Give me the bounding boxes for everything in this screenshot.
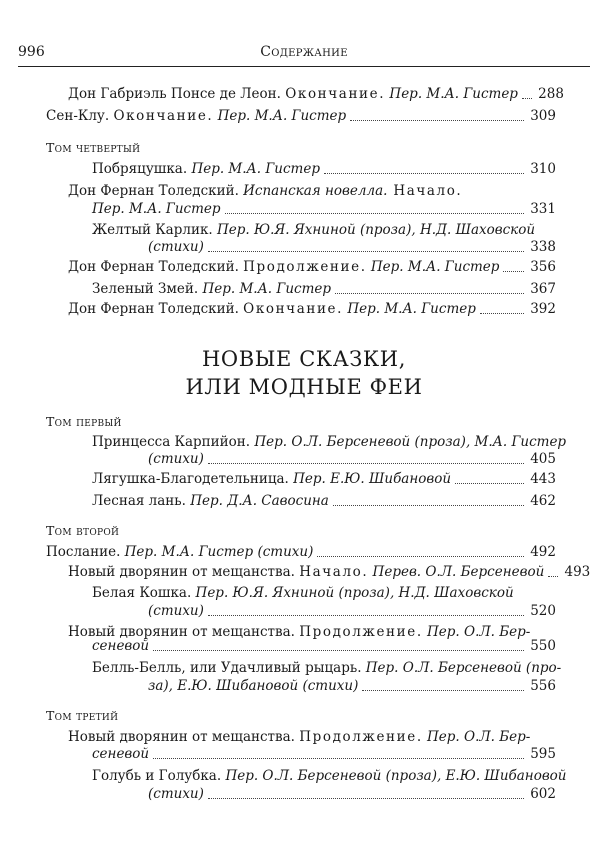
dot-leader (225, 212, 524, 214)
volume-heading: Том второй (46, 523, 120, 538)
running-title: Содержание (260, 44, 348, 60)
entry-page: 392 (530, 301, 556, 317)
dot-leader (350, 119, 524, 121)
dot-leader (153, 757, 524, 759)
header-rule (18, 66, 590, 67)
volume-heading: Том третий (46, 708, 119, 723)
toc-entry-line2: (стихи) 405 (148, 451, 556, 467)
dot-leader (324, 172, 524, 174)
book-title-line1: НОВЫЕ СКАЗКИ, (202, 347, 406, 371)
dot-leader (333, 504, 524, 506)
toc-entry: Побряцушка. Пер. М.А. Гистер 310 (92, 161, 556, 177)
toc-entry-line2: (стихи) 520 (148, 603, 556, 619)
dot-leader (362, 689, 524, 691)
running-header (18, 44, 590, 66)
toc-entry-line1: Принцесса Карпийон. Пер. О.Л. Берсеневой (проза), М.А. Гистер (92, 434, 567, 450)
dot-leader (503, 270, 524, 272)
page-number: 996 (18, 44, 45, 60)
toc-entry-line1: Белль-Белль, или Удачливый рыцарь. Пер. О.Л. Берсеневой (про- (92, 660, 562, 676)
toc-entry-line2: (стихи) 602 (148, 786, 556, 802)
entry-page: 462 (530, 493, 556, 509)
entry-page: 367 (530, 281, 556, 297)
toc-entry: Лягушка-Благодетельница. Пер. Е.Ю. Шибановой 443 (92, 471, 556, 487)
volume-heading: Том четвертый (46, 140, 141, 155)
entry-page: 595 (530, 746, 556, 762)
toc-entry: Дон Габриэль Понсе де Леон. Окончание. Пер. М.А. Гистер 288 (68, 86, 564, 102)
toc-entry-line1: Новый дворянин от мещанства. Продолжение. Пер. О.Л. Бер- (68, 624, 531, 640)
entry-page: 309 (530, 108, 556, 124)
toc-entry: Новый дворянин от мещанства. Начало. Перев. О.Л. Берсеневой 493 (68, 564, 591, 580)
entry-page: 556 (530, 678, 556, 694)
toc-entry-line1: Желтый Карлик. Пер. Ю.Я. Яхниной (проза), Н.Д. Шаховской (92, 222, 536, 238)
entry-page: 310 (530, 161, 556, 177)
toc-entry-line2: сеневой 550 (92, 638, 556, 654)
dot-leader (153, 649, 524, 651)
dot-leader (335, 292, 524, 294)
entry-page: 520 (530, 603, 556, 619)
dot-leader (208, 250, 524, 252)
toc-entry: Послание. Пер. М.А. Гистер (стихи) 492 (46, 544, 556, 560)
entry-page: 338 (530, 239, 556, 255)
dot-leader (208, 614, 524, 616)
entry-page: 405 (530, 451, 556, 467)
dot-leader (208, 797, 524, 799)
toc-entry: Лесная лань. Пер. Д.А. Савосина 462 (92, 493, 556, 509)
toc-entry-line2: за), Е.Ю. Шибановой (стихи) 556 (148, 678, 556, 694)
toc-entry-line1: Белая Кошка. Пер. Ю.Я. Яхниной (проза), Н.Д. Шаховской (92, 585, 514, 601)
toc-entry-line2: Пер. М.А. Гистер 331 (92, 201, 556, 217)
dot-leader (522, 97, 532, 99)
toc-entry: Дон Фернан Толедский. Продолжение. Пер. М.А. Гистер 356 (68, 259, 556, 275)
dot-leader (480, 312, 524, 314)
dot-leader (548, 575, 558, 577)
toc-entry-line2: (стихи) 338 (148, 239, 556, 255)
dot-leader (455, 482, 524, 484)
entry-page: 356 (530, 259, 556, 275)
entry-page: 492 (530, 544, 556, 560)
dot-leader (317, 555, 524, 557)
entry-page: 443 (530, 471, 556, 487)
toc-entry-line2: сеневой 595 (92, 746, 556, 762)
entry-page: 550 (530, 638, 556, 654)
toc-entry: Сен-Клу. Окончание. Пер. М.А. Гистер 309 (46, 108, 556, 124)
entry-page: 602 (530, 786, 556, 802)
toc-entry: Дон Фернан Толедский. Окончание. Пер. М.А. Гистер 392 (68, 301, 556, 317)
entry-page: 288 (538, 86, 564, 102)
toc-entry-line1: Голубь и Голубка. Пер. О.Л. Берсеневой (проза), Е.Ю. Шибановой (92, 768, 567, 784)
entry-page: 331 (530, 201, 556, 217)
toc-entry-line1: Новый дворянин от мещанства. Продолжение. Пер. О.Л. Бер- (68, 729, 531, 745)
book-title-line2: ИЛИ МОДНЫЕ ФЕИ (185, 375, 423, 399)
volume-heading: Том первый (46, 414, 122, 429)
toc-entry-line1: Дон Фернан Толедский. Испанская новелла. Начало. (68, 183, 463, 199)
dot-leader (208, 462, 524, 464)
toc-entry: Зеленый Змей. Пер. М.А. Гистер 367 (92, 281, 556, 297)
entry-page: 493 (564, 564, 591, 580)
